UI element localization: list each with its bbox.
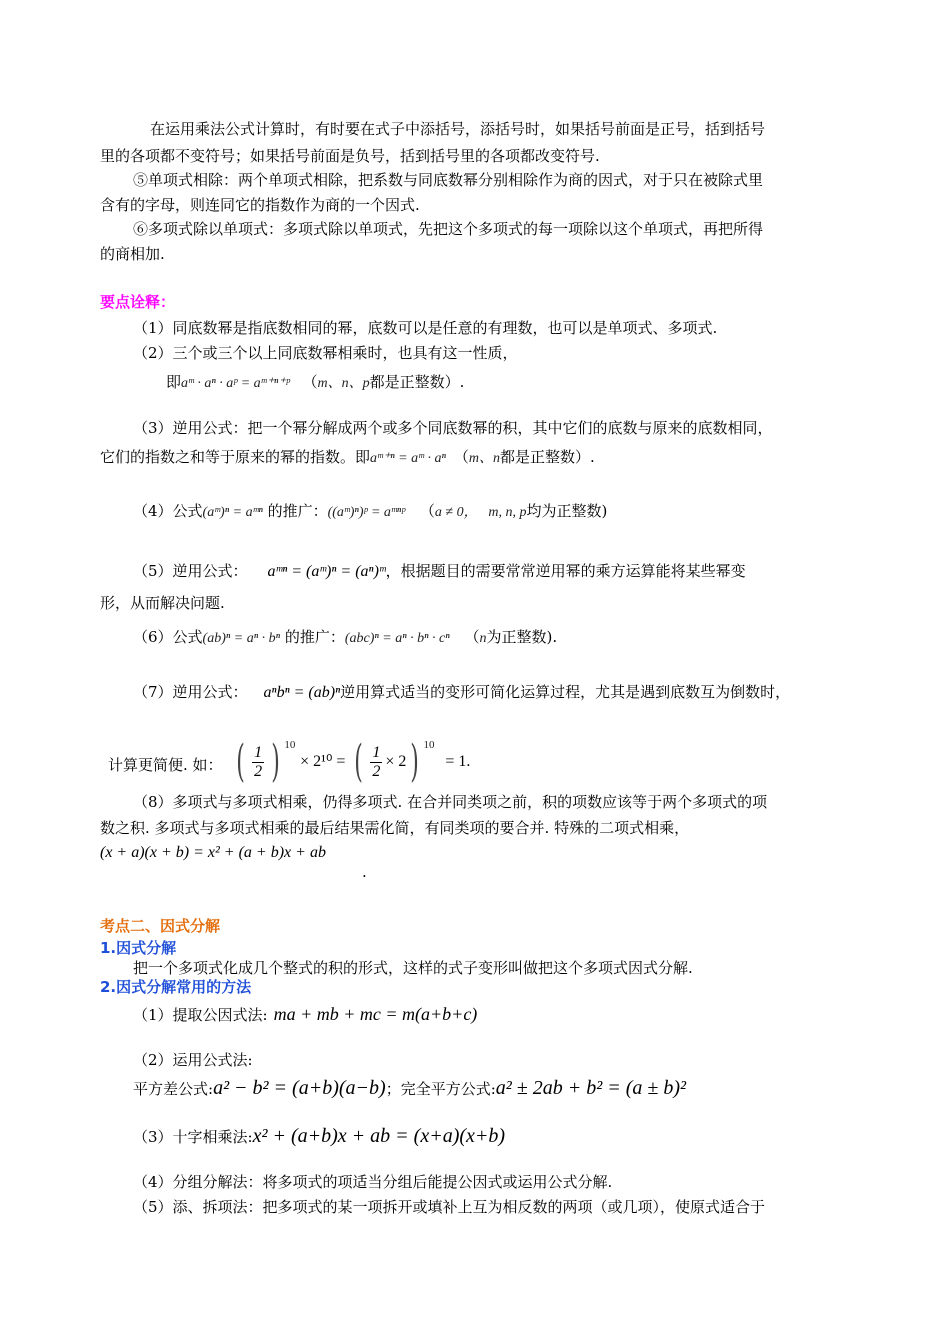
condition: a ≠ 0，: [434, 505, 478, 520]
result: = 1.: [445, 753, 471, 770]
common-factor-formula: ma + mb + mc = m(a+b+c): [273, 1004, 478, 1024]
text: 的推广：: [284, 628, 345, 646]
inverse-power-formula: aᵐⁿ = (aᵐ)ⁿ = (aⁿ)ᵐ: [267, 563, 386, 580]
denominator: 2: [372, 762, 381, 780]
product-rule-formula: aᵐ · aⁿ · aᵖ = aᵐ⁺ⁿ⁺ᵖ: [181, 376, 290, 391]
method-1: [133, 1004, 477, 1025]
key-point-3-line1: （3）逆用公式：把一个幂分解成两个或多个同底数幂的积，其中它们的底数与原来的底数相同，: [133, 419, 773, 437]
numerator: 1: [372, 743, 381, 761]
note-close: 都是正整数）.: [500, 448, 595, 466]
key-point-5-line1: [133, 561, 746, 582]
subsection-1-text: 把一个多项式化成几个整式的积的形式，这样的式子变形叫做把这个多项式因式分解.: [133, 959, 693, 977]
text: （7）逆用公式：: [133, 683, 248, 701]
subsection-1-heading: 1.因式分解: [100, 939, 177, 957]
text: 逆用算式适当的变形可简化运算过程，尤其是遇到底数互为倒数时，: [340, 683, 791, 701]
key-point-4: [133, 501, 607, 523]
text: 它们的指数之和等于原来的幂的指数。即: [100, 448, 371, 466]
text: 均为正整数): [526, 502, 608, 520]
section-2-heading: 考点二、因式分解: [100, 917, 221, 935]
key-point-8-formula: (x + a)(x + b) = x² + (a + b)x + ab: [100, 844, 326, 861]
text: （: [464, 628, 480, 646]
text: 的推广：: [267, 502, 328, 520]
key-point-5-line2: 形，从而解决问题.: [100, 594, 225, 612]
key-point-8-line2: 数之积. 多项式与多项式相乘的最后结果需化简，有同类项的要合并. 特殊的二项式相乘，: [100, 819, 690, 837]
power-of-power-general: ((aᵐ)ⁿ)ᵖ = aᵐⁿᵖ: [327, 505, 406, 520]
paragraph-monomial-division-line2: 含有的字母，则连同它的指数作为商的一个因式.: [100, 196, 420, 214]
key-point-7-example-prefix: 计算更简便. 如：: [108, 756, 223, 774]
right-paren: ): [271, 736, 281, 787]
inverse-product-power-formula: aⁿbⁿ = (ab)ⁿ: [263, 684, 341, 701]
right-paren-2: ): [410, 736, 420, 787]
cross-multiplication-formula: x² + (a+b)x + ab = (x+a)(x+b): [252, 1125, 506, 1147]
paragraph-bracket-rule-line1: 在运用乘法公式计算时，有时要在式子中添括号，添括号时，如果括号前面是正号，括到括号: [150, 120, 766, 138]
fraction-one-half: [252, 744, 264, 781]
key-point-2-formula-line: [166, 372, 464, 394]
exponent: 10: [284, 739, 296, 751]
variables: m、n、p: [317, 376, 370, 391]
paragraph-polynomial-division-line1: ⑥多项式除以单项式：多项式除以单项式，先把这个多项式的每一项除以这个单项式，再把所得: [133, 220, 764, 238]
key-point-8-line1: （8）多项式与多项式相乘，仍得多项式. 在合并同类项之前，积的项数应该等于两个多项式的项: [133, 793, 768, 811]
key-point-1: （1）同底数幂是指底数相同的幂，底数可以是任意的有理数，也可以是单项式、多项式.: [133, 319, 718, 337]
perfect-square-formula: a² ± 2ab + b² = (a ± b)²: [495, 1077, 687, 1099]
paragraph-monomial-division-line1: ⑤单项式相除：两个单项式相除，把系数与同底数幂分别相除作为商的因式，对于只在被除式里: [133, 171, 764, 189]
paragraph-polynomial-division-line2: 的商相加.: [100, 245, 165, 263]
label: （3）十字相乘法:: [133, 1128, 253, 1146]
method-4: （4）分组分解法：将多项式的项适当分组后能提公因式或运用公式分解.: [133, 1173, 613, 1191]
left-paren-2: (: [354, 736, 364, 787]
separator: ；完全平方公式:: [385, 1080, 496, 1098]
product-power-formula: (ab)ⁿ = aⁿ · bⁿ: [202, 631, 281, 646]
method-3: [133, 1126, 505, 1147]
method-5: （5）添、拆项法：把多项式的某一项拆开或填补上互为相反数的两项（或几项），使原式适合于: [133, 1198, 766, 1216]
note-open: （: [453, 448, 469, 466]
fraction-one-half-2: [370, 744, 382, 781]
variables: m, n, p: [488, 505, 527, 520]
variables: m、n: [468, 451, 500, 466]
text: ，根据题目的需要常常逆用幂的乘方运算能将某些幂变: [385, 562, 746, 580]
label: 平方差公式:: [133, 1080, 214, 1098]
subsection-2-heading: 2.因式分解常用的方法: [100, 978, 252, 996]
product-power-general: (abc)ⁿ = aⁿ · bⁿ · cⁿ: [344, 631, 450, 646]
formula-prefix: 即: [166, 373, 182, 391]
key-point-3-line2: [100, 447, 595, 469]
key-point-8-end: .: [362, 863, 367, 881]
text: 为正整数).: [486, 628, 558, 646]
text: （6）公式: [133, 628, 203, 646]
middle: × 2¹⁰ =: [300, 753, 346, 770]
times-two: × 2: [385, 753, 407, 770]
key-point-7-example-formula: [232, 720, 471, 787]
note-close: 都是正整数）.: [369, 373, 465, 391]
exponent-2: 10: [423, 739, 435, 751]
variable: n: [479, 631, 487, 646]
power-of-power-formula: (aᵐ)ⁿ = aᵐⁿ: [202, 505, 263, 520]
key-point-6: [133, 627, 557, 649]
text: （: [419, 502, 435, 520]
text: （5）逆用公式：: [133, 562, 248, 580]
note-open: （: [302, 373, 318, 391]
denominator: 2: [254, 762, 263, 780]
numerator: 1: [254, 743, 263, 761]
left-paren: (: [236, 736, 245, 787]
method-2-label: （2）运用公式法:: [133, 1051, 253, 1069]
inverse-product-formula: aᵐ⁺ⁿ = aᵐ · aⁿ: [370, 451, 446, 466]
key-point-2: （2）三个或三个以上同底数幂相乘时，也具有这一性质，: [133, 344, 518, 362]
text: （4）公式: [133, 502, 203, 520]
key-point-7-line1: [133, 682, 790, 703]
label: （1）提取公因式法:: [133, 1006, 268, 1024]
difference-of-squares-formula: a² − b² = (a+b)(a−b): [213, 1077, 386, 1099]
key-points-heading: 要点诠释：: [100, 293, 176, 311]
method-2-formulas: [133, 1078, 686, 1099]
paragraph-bracket-rule-line2: 里的各项都不变符号；如果括号前面是负号，括到括号里的各项都改变符号.: [100, 147, 600, 165]
